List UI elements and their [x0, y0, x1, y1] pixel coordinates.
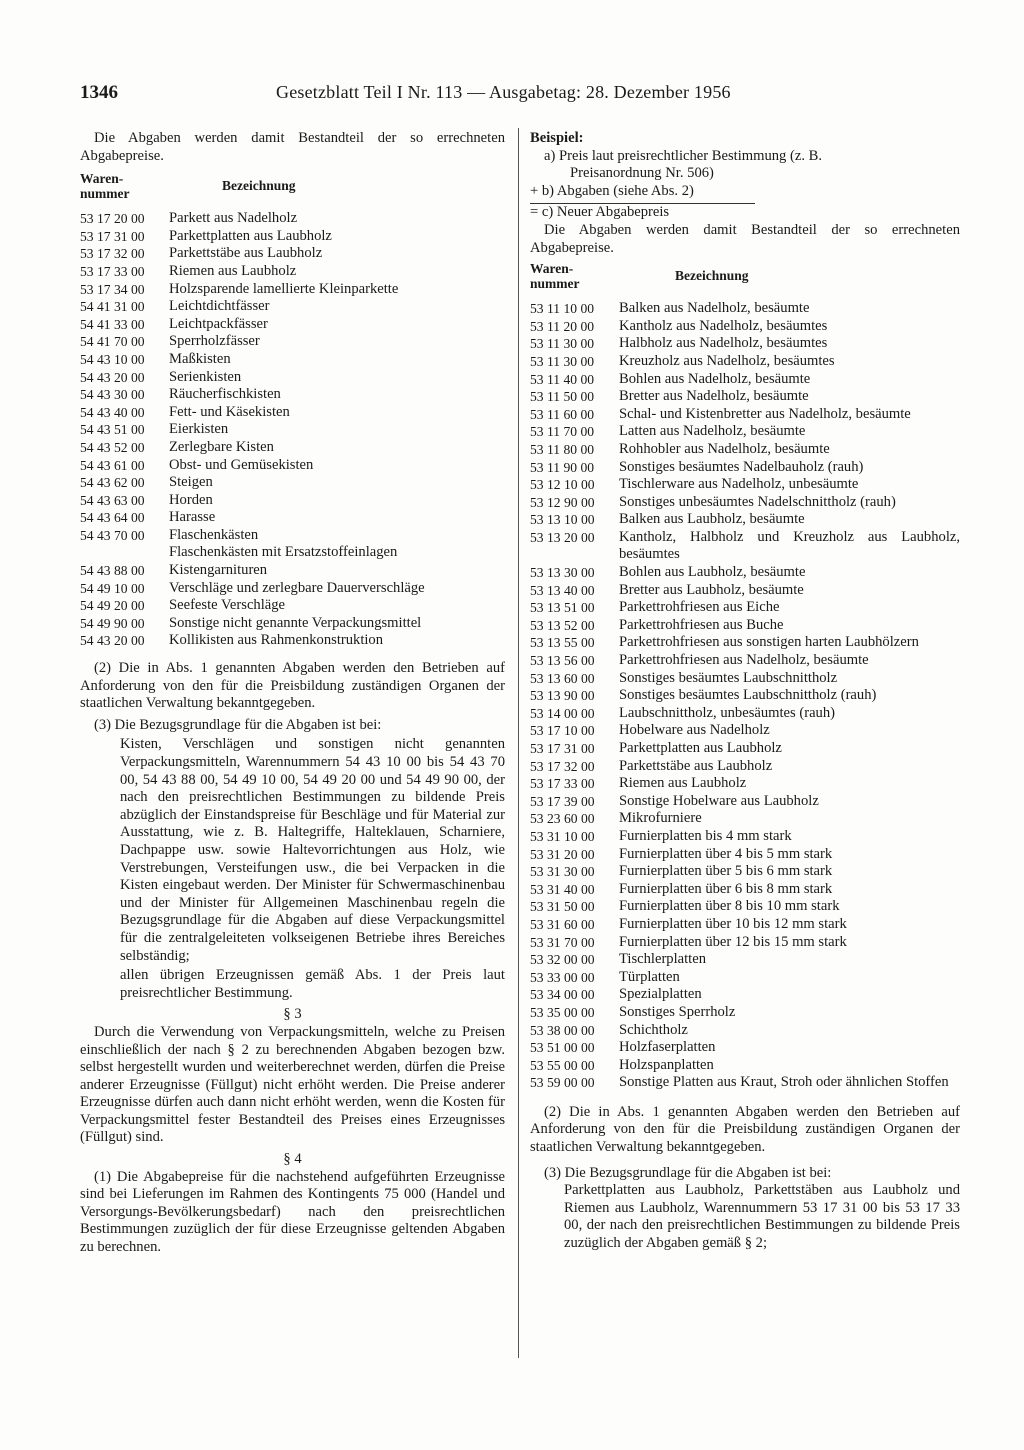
bezeichnung-cell: Holzfaserplatten — [619, 1039, 716, 1056]
bezeichnung-cell: Kreuzholz aus Nadelholz, besäumtes — [619, 352, 835, 369]
warennummer-cell: 54 43 20 00 — [80, 633, 145, 649]
table-row — [80, 562, 505, 580]
left-header-warennummer: Waren- nummer — [80, 171, 130, 202]
table-row — [530, 828, 960, 846]
table-row — [80, 281, 505, 299]
bezeichnung-cell: Fett- und Käsekisten — [169, 403, 290, 420]
column-divider — [518, 128, 519, 1358]
bezeichnung-cell: Sonstige nicht genannte Verpackungsmittel — [169, 614, 422, 631]
right-goods-table — [530, 261, 960, 1092]
table-row — [80, 457, 505, 475]
bezeichnung-cell: Balken aus Laubholz, besäumte — [619, 511, 805, 528]
bezeichnung-cell: Holzspanplatten — [619, 1056, 714, 1073]
right-intro: Die Abgaben werden damit Bestandteil der so errechneten Abgabepreise. — [530, 221, 960, 256]
bezeichnung-cell: Furnierplatten über 5 bis 6 mm stark — [619, 863, 833, 880]
table-row — [530, 582, 960, 600]
warennummer-cell: 53 13 30 00 — [530, 565, 595, 581]
bezeichnung-cell: Riemen aus Laubholz — [169, 262, 297, 279]
warennummer-cell: 54 43 88 00 — [80, 563, 145, 579]
warennummer-cell: 54 43 64 00 — [80, 510, 145, 526]
table-row — [530, 1057, 960, 1075]
bezeichnung-cell: Furnierplatten über 4 bis 5 mm stark — [619, 845, 833, 862]
table-row — [80, 245, 505, 263]
right-para-2: (2) Die in Abs. 1 genannten Abgaben werden den Betrieben auf Anforderung von den für die Preisbildung zuständigen Organen der staatlichen Verwaltung bekanntgegeben. — [530, 1103, 960, 1156]
warennummer-cell: 53 11 70 00 — [530, 424, 595, 440]
example-title: Beispiel: — [530, 130, 584, 146]
bezeichnung-cell: Seefeste Verschläge — [169, 597, 286, 614]
table-row — [80, 421, 505, 439]
warennummer-cell: 53 55 00 00 — [530, 1057, 595, 1073]
warennummer-cell: 53 35 00 00 — [530, 1004, 595, 1020]
table-row — [80, 210, 505, 228]
warennummer-cell: 53 51 00 00 — [530, 1040, 595, 1056]
warennummer-cell: 54 43 30 00 — [80, 387, 145, 403]
warennummer-cell: 54 43 20 00 — [80, 369, 145, 385]
table-row — [530, 705, 960, 723]
left-table-header — [80, 171, 505, 207]
bezeichnung-cell: Leichtpackfässer — [169, 315, 268, 332]
table-row — [80, 527, 505, 545]
bezeichnung-cell: Parkettplatten aus Laubholz — [169, 227, 332, 244]
bezeichnung-cell: Parkettrohfriesen aus Eiche — [619, 599, 780, 616]
bezeichnung-cell: Spezialplatten — [619, 986, 702, 1003]
warennummer-cell: 53 17 33 00 — [80, 263, 145, 279]
warennummer-cell: 53 13 20 00 — [530, 529, 595, 545]
bezeichnung-cell: Serienkisten — [169, 368, 242, 385]
bezeichnung-cell: Sonstiges unbesäumtes Nadelschnittholz (rauh) — [619, 493, 896, 510]
warennummer-cell: 53 11 90 00 — [530, 459, 595, 475]
left-column — [80, 130, 505, 1257]
table-row — [530, 564, 960, 582]
bezeichnung-cell: Maßkisten — [169, 350, 231, 367]
section-4-title: § 4 — [283, 1151, 302, 1168]
example-line-a-continued: Preisanordnung Nr. 506) — [570, 165, 714, 182]
warennummer-cell: 53 11 30 00 — [530, 353, 595, 369]
bezeichnung-cell: Furnierplatten über 6 bis 8 mm stark — [619, 880, 833, 897]
warennummer-cell: 53 11 30 00 — [530, 336, 595, 352]
warennummer-cell: 53 31 40 00 — [530, 881, 595, 897]
left-goods-table — [80, 171, 505, 650]
warennummer-cell: 53 31 30 00 — [530, 864, 595, 880]
bezeichnung-cell: Räucherfischkisten — [169, 386, 281, 403]
warennummer-cell: 53 33 00 00 — [530, 969, 595, 985]
table-row — [530, 916, 960, 934]
bezeichnung-cell: Mikrofurniere — [619, 810, 702, 827]
warennummer-cell: 53 17 20 00 — [80, 211, 145, 227]
example-line-b: + b) Abgaben (siehe Abs. 2) — [530, 182, 694, 199]
running-title: Gesetzblatt Teil I Nr. 113 — Ausgabetag: 28. Dezember 1956 — [276, 82, 731, 102]
warennummer-cell: 53 31 70 00 — [530, 934, 595, 950]
table-row — [530, 881, 960, 899]
warennummer-cell: 54 43 51 00 — [80, 422, 145, 438]
table-row — [530, 300, 960, 318]
warennummer-cell: 53 13 10 00 — [530, 512, 595, 528]
table-row — [80, 544, 505, 562]
warennummer-cell: 54 49 10 00 — [80, 580, 145, 596]
bezeichnung-cell: Schichtholz — [619, 1021, 688, 1038]
bezeichnung-cell: Riemen aus Laubholz — [619, 775, 747, 792]
table-row — [530, 441, 960, 459]
bezeichnung-cell: Schal- und Kistenbretter aus Nadelholz, besäumte — [619, 405, 911, 422]
warennummer-cell: 53 32 00 00 — [530, 952, 595, 968]
warennummer-cell: 53 11 10 00 — [530, 301, 595, 317]
table-row — [530, 1022, 960, 1040]
right-para-3-lead: (3) Die Bezugsgrundlage für die Abgaben ist bei: — [544, 1164, 832, 1181]
table-row — [80, 263, 505, 281]
table-row — [530, 846, 960, 864]
table-row — [530, 951, 960, 969]
bezeichnung-cell: Latten aus Nadelholz, besäumte — [619, 423, 806, 440]
table-row — [530, 617, 960, 635]
right-para-3-body: Parkettplatten aus Laubholz, Parkettstäben aus Laubholz und Riemen aus Laubholz, Warennummern 53 17 31 00 bis 53 17 33 00, der nach den preisrechtlichen Bestimmungen zu bildende Preis zuzüglich der Abgaben gemäß § 2; — [564, 1182, 960, 1252]
bezeichnung-cell: Kollikisten aus Rahmenkonstruktion — [169, 632, 384, 649]
table-row — [80, 228, 505, 246]
bezeichnung-cell: Eierkisten — [169, 421, 229, 438]
table-row — [80, 386, 505, 404]
section-3-title: § 3 — [283, 1006, 302, 1023]
left-para-3-tail: allen übrigen Erzeugnissen gemäß Abs. 1 der Preis laut preisrechtlicher Bestimmung. — [120, 967, 505, 1001]
bezeichnung-cell: Horden — [169, 491, 213, 508]
left-table-body — [80, 210, 505, 650]
section-3-body: Durch die Verwendung von Verpackungsmitteln, welche zu Preisen einschließlich der nach § 2 zu berechnenden Abgaben bezogen bzw. selbst hergestellt wurden und weiterberechnet werden, dürfen die Preise anderer Erzeugnisse (Füllgut) nicht erhöht werden. Die Preise anderer Erzeugnisse dürfen auch dann nicht erhöht werden, wenn die Kosten für Verpackungsmittel fester Bestandteil des Preises eines Erzeugnisses (Füllgut) sind. — [80, 1023, 505, 1146]
table-row — [530, 652, 960, 670]
warennummer-cell: 53 17 39 00 — [530, 793, 595, 809]
bezeichnung-cell: Obst- und Gemüsekisten — [169, 456, 314, 473]
section-4-body: (1) Die Abgabepreise für die nachstehend aufgeführten Erzeugnisse sind bei Lieferungen im Rahmen des Kontingents 75 000 (Handel und Versorgungs-Bevölkerungsbedarf) nach den preisrechtlichen Bestimmungen zuzüglich der für diese Erzeugnisse geltenden Abgaben zu berechnen. — [80, 1168, 505, 1256]
table-row — [530, 634, 960, 652]
table-row — [530, 476, 960, 494]
warennummer-cell: 53 13 40 00 — [530, 582, 595, 598]
warennummer-cell: 53 17 34 00 — [80, 281, 145, 297]
table-row — [80, 439, 505, 457]
warennummer-cell: 54 43 61 00 — [80, 457, 145, 473]
warennummer-cell: 54 43 70 00 — [80, 527, 145, 543]
warennummer-cell: 54 41 31 00 — [80, 299, 145, 315]
table-row — [80, 632, 505, 650]
warennummer-cell: 54 41 70 00 — [80, 334, 145, 350]
table-row — [530, 494, 960, 512]
warennummer-cell: 54 49 90 00 — [80, 615, 145, 631]
bezeichnung-cell: Furnierplatten über 12 bis 15 mm stark — [619, 933, 847, 950]
warennummer-cell: 53 31 50 00 — [530, 899, 595, 915]
left-intro: Die Abgaben werden damit Bestandteil der so errechneten Abgabepreise. — [80, 130, 505, 164]
table-row — [80, 509, 505, 527]
table-row — [530, 758, 960, 776]
warennummer-cell: 54 49 20 00 — [80, 598, 145, 614]
right-header-bezeichnung: Bezeichnung — [675, 268, 749, 284]
bezeichnung-cell: Kantholz aus Nadelholz, besäumtes — [619, 317, 828, 334]
warennummer-cell: 53 17 32 00 — [530, 758, 595, 774]
bezeichnung-cell: Leichtdichtfässer — [169, 298, 270, 315]
table-row — [530, 898, 960, 916]
table-row — [80, 316, 505, 334]
table-row — [530, 793, 960, 811]
table-row — [530, 529, 960, 564]
table-row — [530, 722, 960, 740]
table-row — [530, 371, 960, 389]
bezeichnung-cell: Sonstiges besäumtes Nadelbauholz (rauh) — [619, 458, 864, 475]
table-row — [80, 492, 505, 510]
table-row — [80, 369, 505, 387]
table-row — [530, 406, 960, 424]
bezeichnung-cell: Kantholz, Halbholz und Kreuzholz aus Laubholz, besäumtes — [619, 528, 960, 563]
warennummer-cell: 54 43 62 00 — [80, 475, 145, 491]
bezeichnung-cell: Balken aus Nadelholz, besäumte — [619, 300, 810, 317]
bezeichnung-cell: Furnierplatten über 8 bis 10 mm stark — [619, 898, 840, 915]
table-row — [530, 353, 960, 371]
bezeichnung-cell: Zerlegbare Kisten — [169, 438, 274, 455]
bezeichnung-cell: Parkettstäbe aus Laubholz — [169, 245, 323, 262]
warennummer-cell: 53 11 80 00 — [530, 441, 595, 457]
warennummer-cell: 53 31 60 00 — [530, 916, 595, 932]
page-header — [80, 82, 780, 108]
bezeichnung-cell: Furnierplatten bis 4 mm stark — [619, 827, 792, 844]
warennummer-cell: 53 17 33 00 — [530, 776, 595, 792]
table-row — [530, 318, 960, 336]
warennummer-cell: 53 13 51 00 — [530, 600, 595, 616]
warennummer-cell: 53 17 31 00 — [530, 741, 595, 756]
right-table-header — [530, 261, 960, 297]
bezeichnung-cell: Bohlen aus Nadelholz, besäumte — [619, 370, 811, 387]
table-row — [530, 863, 960, 881]
bezeichnung-cell: Furnierplatten über 10 bis 12 mm stark — [619, 915, 847, 932]
bezeichnung-cell: Türplatten — [619, 968, 680, 985]
bezeichnung-cell: Kistengarnituren — [169, 562, 268, 579]
page-number: 1346 — [80, 82, 118, 103]
warennummer-cell: 53 13 90 00 — [530, 688, 595, 704]
warennummer-cell: 53 38 00 00 — [530, 1022, 595, 1038]
bezeichnung-cell: Sonstige Platten aus Kraut, Stroh oder ähnlichen Stoffen — [619, 1074, 949, 1091]
bezeichnung-cell: Parkettrohfriesen aus Buche — [619, 616, 784, 633]
bezeichnung-cell: Parkettstäbe aus Laubholz — [619, 757, 773, 774]
warennummer-cell: 53 17 31 00 — [80, 228, 145, 244]
left-para-2: (2) Die in Abs. 1 genannten Abgaben werden den Betrieben auf Anforderung von den für die Preisbildung zuständigen Organen der staatlichen Verwaltung bekanntgegeben. — [80, 660, 505, 712]
warennummer-cell: 53 13 52 00 — [530, 617, 595, 633]
warennummer-cell: 53 17 32 00 — [80, 246, 145, 262]
table-row — [80, 404, 505, 422]
warennummer-cell: 53 31 10 00 — [530, 828, 595, 844]
warennummer-cell: 53 14 00 00 — [530, 705, 595, 721]
warennummer-cell: 53 34 00 00 — [530, 987, 595, 1003]
table-row — [80, 351, 505, 369]
table-row — [530, 670, 960, 688]
example-line-c: = c) Neuer Abgabepreis — [530, 204, 670, 221]
warennummer-cell: 53 11 40 00 — [530, 371, 595, 387]
bezeichnung-cell: Harasse — [169, 509, 216, 526]
warennummer-cell: 54 41 33 00 — [80, 316, 145, 332]
table-row — [530, 388, 960, 406]
table-row — [530, 599, 960, 617]
warennummer-cell: 53 59 00 00 — [530, 1075, 595, 1091]
table-row — [530, 775, 960, 793]
table-row — [530, 511, 960, 529]
bezeichnung-cell: Sonstige Hobelware aus Laubholz — [619, 792, 819, 809]
bezeichnung-cell: Verschläge und zerlegbare Dauerverschläge — [169, 579, 425, 596]
left-header-bezeichnung: Bezeichnung — [222, 178, 296, 194]
bezeichnung-cell: Parkettrohfriesen aus sonstigen harten Laubhölzern — [619, 634, 919, 651]
table-row — [530, 423, 960, 441]
warennummer-cell: 53 13 55 00 — [530, 635, 595, 651]
bezeichnung-cell: Bretter aus Laubholz, besäumte — [619, 581, 804, 598]
warennummer-cell: 53 13 56 00 — [530, 653, 595, 669]
left-para-3-lead: (3) Die Bezugsgrundlage für die Abgaben ist bei: — [94, 716, 382, 733]
table-row — [530, 1039, 960, 1057]
left-para-3-body: Kisten, Verschlägen und sonstigen nicht genannten Verpackungsmitteln, Warennummern 54 43 10 00 bis 54 43 70 00, 54 43 88 00, 54 49 10 00, 54 49 20 00 und 54 49 90 00, der nach den preisrechtlichen Bestimmungen zu bildende Preis abzüglich der Einstandspreise für Beschläge und für Material zur Ausstattung, wie z. B. Haltegriffe, Halteklauen, Scharniere, Dachpappe usw. sowie Haltevorrichtungen aus Holz, wie Verstrebungen, Versteifungen usw., die bei Verpacken in die Kisten eingebaut werden. Der Minister für Schwermaschinenbau und der Minister für Allgemeinen Maschinenbau regeln die Bezugsgrundlage für die Abgaben auf diese Verpackungsmittel für die zentralgeleiteten volkseigenen Betriebe ihres Bereiches selbständig; — [120, 736, 505, 964]
warennummer-cell: 54 43 52 00 — [80, 439, 145, 455]
bezeichnung-cell: Steigen — [169, 474, 213, 491]
bezeichnung-cell: Flaschenkästen — [169, 526, 259, 543]
bezeichnung-cell: Bretter aus Nadelholz, besäumte — [619, 388, 809, 405]
table-row — [80, 597, 505, 615]
warennummer-cell: 53 23 60 00 — [530, 811, 595, 827]
right-table-body — [530, 300, 960, 1092]
bezeichnung-cell: Hobelware aus Nadelholz — [619, 722, 770, 739]
warennummer-cell: 53 11 60 00 — [530, 406, 595, 422]
bezeichnung-cell: Parkettrohfriesen aus Nadelholz, besäumte — [619, 652, 869, 669]
table-row — [530, 1074, 960, 1092]
warennummer-cell: 54 43 63 00 — [80, 492, 145, 508]
bezeichnung-cell: Holzsparende lamellierte Kleinparkette — [169, 280, 399, 297]
bezeichnung-cell: Bohlen aus Laubholz, besäumte — [619, 564, 806, 581]
right-header-warennummer: Waren- nummer — [530, 261, 580, 292]
table-row — [530, 986, 960, 1004]
warennummer-cell: 54 43 10 00 — [80, 351, 145, 367]
table-row — [530, 810, 960, 828]
table-row — [530, 740, 960, 758]
warennummer-cell: 53 12 10 00 — [530, 477, 595, 493]
table-row — [530, 687, 960, 705]
bezeichnung-cell: Tischlerware aus Nadelholz, unbesäumte — [619, 476, 859, 493]
table-row — [80, 615, 505, 633]
warennummer-cell: 53 17 10 00 — [530, 723, 595, 739]
bezeichnung-cell: Parkett aus Nadelholz — [169, 210, 298, 227]
table-row — [80, 298, 505, 316]
bezeichnung-cell: Sonstiges Sperrholz — [619, 1003, 736, 1020]
warennummer-cell: 53 11 20 00 — [530, 318, 595, 334]
bezeichnung-cell: Tischlerplatten — [619, 951, 707, 968]
bezeichnung-cell: Laubschnittholz, unbesäumtes (rauh) — [619, 704, 836, 721]
bezeichnung-cell: Sperrholzfässer — [169, 333, 260, 350]
table-row — [80, 580, 505, 598]
right-column — [530, 130, 960, 1253]
bezeichnung-cell: Sonstiges besäumtes Laubschnittholz (rauh) — [619, 687, 877, 704]
table-row — [530, 335, 960, 353]
bezeichnung-cell: Rohhobler aus Nadelholz, besäumte — [619, 440, 830, 457]
table-row — [80, 333, 505, 351]
table-row — [530, 1004, 960, 1022]
warennummer-cell: 53 11 50 00 — [530, 389, 595, 405]
warennummer-cell: 54 43 40 00 — [80, 404, 145, 420]
table-row — [530, 459, 960, 477]
table-row — [530, 969, 960, 987]
bezeichnung-cell: Sonstiges besäumtes Laubschnittholz — [619, 669, 838, 686]
table-row — [530, 934, 960, 952]
warennummer-cell: 53 12 90 00 — [530, 494, 595, 510]
warennummer-cell: 53 13 60 00 — [530, 670, 595, 686]
bezeichnung-cell: Parkettplatten aus Laubholz — [619, 740, 782, 756]
table-row — [80, 474, 505, 492]
warennummer-cell: 53 31 20 00 — [530, 846, 595, 862]
bezeichnung-cell: Halbholz aus Nadelholz, besäumtes — [619, 335, 828, 352]
example-line-a: a) Preis laut preisrechtlicher Bestimmung (z. B. — [544, 147, 823, 164]
bezeichnung-cell: Flaschenkästen mit Ersatzstoffeinlagen — [169, 544, 398, 561]
